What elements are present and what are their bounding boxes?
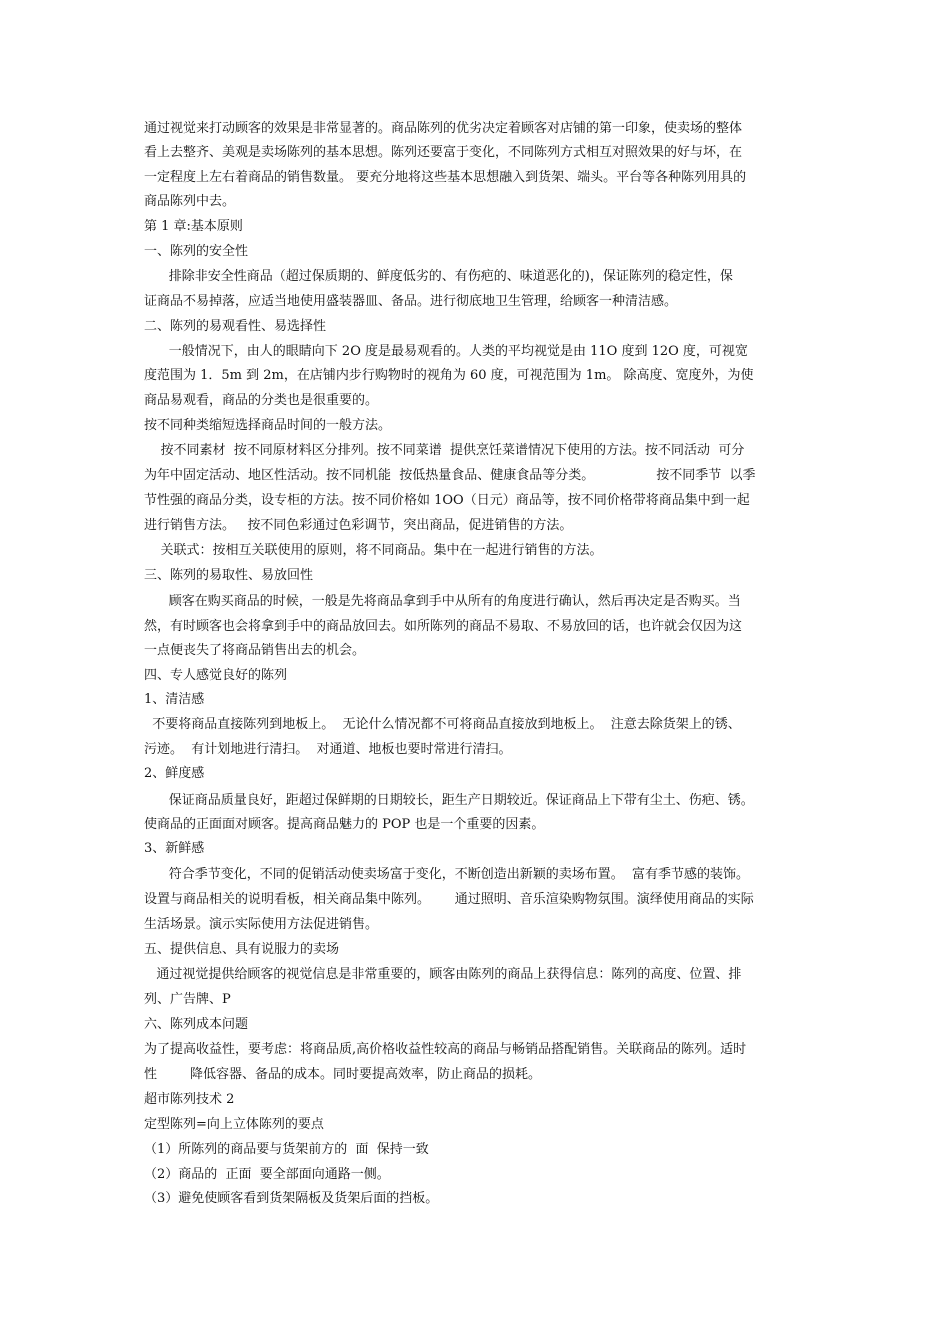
text-line: 关联式：按相互关联使用的原则，将不同商品。集中在一起进行销售的方法。 <box>144 543 603 558</box>
text-line: 节性强的商品分类，设专柜的方法。按不同价格如 1OO（日元）商品等，按不同价格带将商品集中到一起 <box>144 493 750 508</box>
text-line: 商品易观看，商品的分类也是很重要的。 <box>144 393 379 408</box>
subsection-heading: 2、鲜度感 <box>144 766 205 781</box>
subsection-heading: 3、新鲜感 <box>144 841 205 856</box>
subsection-heading: 1、清洁感 <box>144 692 205 707</box>
section-heading: 超市陈列技术 2 <box>144 1092 235 1107</box>
text-line: 然，有时顾客也会将拿到手中的商品放回去。如所陈列的商品不易取、不易放回的话，也许就会仅因为这 <box>144 619 743 634</box>
text-line: 顾客在购买商品的时候，一般是先将商品拿到手中从所有的角度进行确认，然后再决定是否购买。当 <box>144 594 741 609</box>
section-heading: 一、陈列的安全性 <box>144 244 249 259</box>
text-line: 为了提高收益性，要考虑：将商品质,高价格收益性较高的商品与畅销品搭配销售。关联商品的陈列。适时 <box>144 1042 747 1057</box>
text-line: 列、广告牌、P <box>144 992 231 1007</box>
text-line: 不要将商品直接陈列到地板上。 无论什么情况都不可将商品直接放到地板上。 注意去除货架上的锈、 <box>144 717 741 732</box>
list-item: （3）避免使顾客看到货架隔板及货架后面的挡板。 <box>144 1191 439 1206</box>
chapter-heading: 第 1 章:基本原则 <box>144 219 243 234</box>
text-line: 商品陈列中去。 <box>144 194 236 209</box>
text-line: 一点便丧失了将商品销售出去的机会。 <box>144 643 366 658</box>
text-line: 定型陈列=向上立体陈列的要点 <box>144 1117 324 1132</box>
text-line: 一定程度上左右着商品的销售数量。 要充分地将这些基本思想融入到货架、端头。平台等各种陈列用具的 <box>144 170 747 185</box>
text-line: 证商品不易掉落，应适当地使用盛装器皿、备品。进行彻底地卫生管理，给顾客一种清洁感。 <box>144 294 678 309</box>
text-line: 看上去整齐、美观是卖场陈列的基本思想。陈列还要富于变化，不同陈列方式相互对照效果的好与坏，在 <box>144 145 743 160</box>
section-heading: 六、陈列成本问题 <box>144 1017 249 1032</box>
text-line: 保证商品质量良好，距超过保鲜期的日期较长，距生产日期较近。保证商品上下带有尘土、伤疤、锈。 <box>144 793 754 808</box>
section-heading: 三、陈列的易取性、易放回性 <box>144 568 314 583</box>
list-item: （1）所陈列的商品要与货架前方的 面 保持一致 <box>144 1142 429 1157</box>
text-line: 按不同素材 按不同原材料区分排列。按不同菜谱 提供烹饪菜谱情况下使用的方法。按不同活动 可分 <box>144 443 745 458</box>
text-line: 为年中固定活动、地区性活动。按不同机能 按低热量食品、健康食品等分类。 按不同季节 以季 <box>144 468 756 483</box>
section-heading: 二、陈列的易观看性、易选择性 <box>144 319 327 334</box>
text-line: 排除非安全性商品（超过保质期的、鲜度低劣的、有伤疤的、味道恶化的)，保证陈列的稳定性，保 <box>144 269 733 284</box>
text-line: 符合季节变化，不同的促销活动使卖场富于变化，不断创造出新颖的卖场布置。 富有季节感的装饰。 <box>144 867 750 882</box>
text-line: 通过视觉来打动顾客的效果是非常显著的。商品陈列的优劣决定着顾客对店铺的第一印象，使卖场的整体 <box>144 121 743 136</box>
section-heading: 五、提供信息、具有说服力的卖场 <box>144 942 340 957</box>
text-line: 性 降低容器、备品的成本。同时要提高效率，防止商品的损耗。 <box>144 1067 542 1082</box>
list-item: （2）商品的 正面 要全部面向通路一侧。 <box>144 1167 390 1182</box>
text-line: 一般情况下，由人的眼睛向下 2O 度是最易观看的。人类的平均视觉是由 11O 度到 12O 度，可视宽 <box>144 344 748 359</box>
text-line: 污迹。 有计划地进行清扫。 对通道、地板也要时常进行清扫。 <box>144 742 512 757</box>
text-line: 设置与商品相关的说明看板，相关商品集中陈列。 通过照明、音乐渲染购物氛围。演绎使用商品的实际 <box>144 892 754 907</box>
text-line: 进行销售方法。 按不同色彩通过色彩调节，突出商品，促进销售的方法。 <box>144 518 573 533</box>
text-line: 按不同种类缩短选择商品时间的一般方法。 <box>144 418 392 433</box>
section-heading: 四、专人感觉良好的陈列 <box>144 668 288 683</box>
text-line: 生活场景。演示实际使用方法促进销售。 <box>144 917 379 932</box>
text-line: 度范围为 1．5m 到 2m，在店铺内步行购物时的视角为 60 度，可视范围为 1m。 除高度、宽度外，为使 <box>144 368 754 383</box>
text-line: 使商品的正面面对顾客。提高商品魅力的 POP 也是一个重要的因素。 <box>144 817 545 832</box>
text-line: 通过视觉提供给顾客的视觉信息是非常重要的，顾客由陈列的商品上获得信息：陈列的高度、位置、排 <box>144 967 742 982</box>
